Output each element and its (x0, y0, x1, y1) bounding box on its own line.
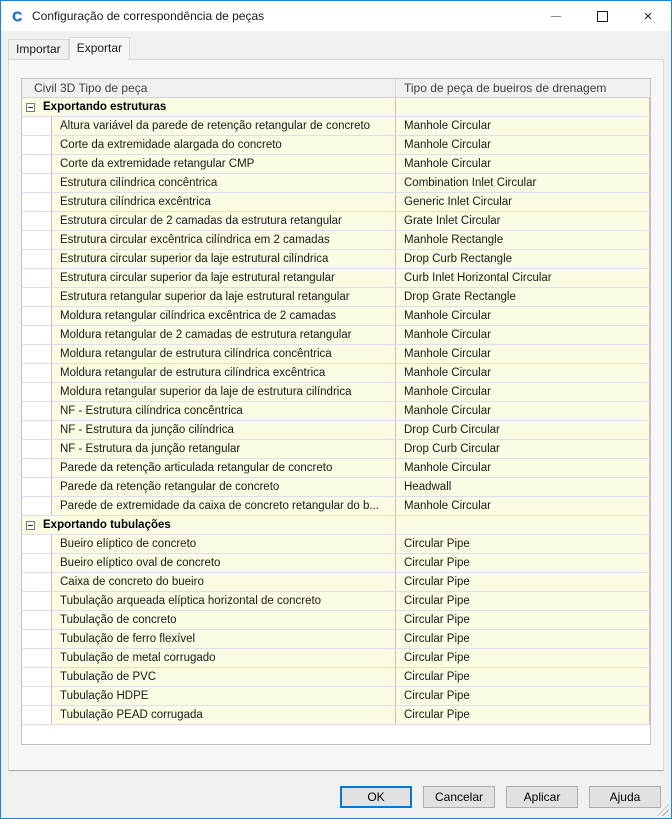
row-gutter (22, 440, 52, 458)
table-header (22, 79, 650, 98)
group-value-cell (395, 98, 650, 116)
part-name-cell[interactable]: Bueiro elíptico oval de concreto (60, 557, 221, 569)
row-gutter (22, 383, 52, 401)
part-name-cell[interactable]: Tubulação HDPE (60, 690, 149, 702)
part-value-cell[interactable]: Drop Curb Rectangle (395, 250, 650, 268)
group-label: Exportando estruturas (43, 101, 167, 113)
tab-strip (1, 37, 671, 59)
row-gutter (22, 459, 52, 477)
maximize-icon (597, 11, 608, 22)
table-row[interactable] (22, 440, 650, 459)
row-gutter (22, 288, 52, 306)
part-value-cell[interactable]: Headwall (395, 478, 650, 496)
table-row[interactable] (22, 193, 650, 212)
part-value-cell[interactable]: Manhole Circular (395, 345, 650, 363)
tab-exportar[interactable]: Exportar (69, 37, 130, 60)
row-gutter (22, 269, 52, 287)
part-name-cell[interactable]: Parede de extremidade da caixa de concreto retangular do b... (60, 500, 380, 512)
row-gutter (22, 402, 52, 420)
row-gutter (22, 250, 52, 268)
minimize-icon (551, 16, 561, 17)
group-row[interactable] (22, 516, 650, 535)
table-row[interactable] (22, 421, 650, 440)
part-value-cell[interactable]: Manhole Circular (395, 402, 650, 420)
table-row[interactable] (22, 687, 650, 706)
row-gutter (22, 478, 52, 496)
table-row[interactable] (22, 611, 650, 630)
part-value-cell[interactable]: Circular Pipe (395, 649, 650, 667)
part-value-cell[interactable]: Manhole Circular (395, 383, 650, 401)
close-button[interactable] (625, 1, 671, 31)
row-gutter (22, 326, 52, 344)
part-value-cell[interactable]: Circular Pipe (395, 535, 650, 553)
part-name-cell[interactable]: NF - Estrutura da junção cilíndrica (60, 424, 234, 436)
table-row[interactable] (22, 383, 650, 402)
part-name-cell[interactable]: Moldura retangular de estrutura cilíndrica excêntrica (60, 367, 326, 379)
part-value-cell[interactable]: Grate Inlet Circular (395, 212, 650, 230)
part-name-cell[interactable]: Tubulação de ferro flexível (60, 633, 196, 645)
table-row[interactable] (22, 459, 650, 478)
part-value-cell[interactable]: Circular Pipe (395, 573, 650, 591)
part-name-cell[interactable]: NF - Estrutura da junção retangular (60, 443, 241, 455)
cancel-button[interactable]: Cancelar (423, 786, 495, 808)
part-name-cell[interactable]: Moldura retangular de 2 camadas de estrutura retangular (60, 329, 352, 341)
row-gutter (22, 307, 52, 325)
table-row[interactable] (22, 592, 650, 611)
column-header-drainage[interactable]: Tipo de peça de bueiros de drenagem (395, 79, 650, 97)
part-value-cell[interactable]: Generic Inlet Circular (395, 193, 650, 211)
part-value-cell[interactable]: Circular Pipe (395, 592, 650, 610)
row-gutter (22, 345, 52, 363)
table-row[interactable] (22, 174, 650, 193)
table-row[interactable] (22, 706, 650, 725)
part-name-cell[interactable]: Corte da extremidade alargada do concreto (60, 139, 282, 151)
row-gutter (22, 687, 52, 705)
part-value-cell[interactable]: Manhole Circular (395, 307, 650, 325)
part-value-cell[interactable]: Circular Pipe (395, 611, 650, 629)
row-gutter (22, 554, 52, 572)
table-row[interactable] (22, 326, 650, 345)
part-name-cell[interactable]: Parede da retenção retangular de concreto (60, 481, 280, 493)
part-name-cell[interactable]: Moldura retangular superior da laje de estrutura cilíndrica (60, 386, 352, 398)
window-title: Configuração de correspondência de peças (32, 9, 265, 23)
column-header-civil3d[interactable]: Civil 3D Tipo de peça (34, 81, 148, 95)
part-value-cell[interactable]: Circular Pipe (395, 630, 650, 648)
collapse-icon[interactable] (26, 103, 35, 112)
help-button[interactable]: Ajuda (589, 786, 661, 808)
minimize-button[interactable] (533, 1, 579, 31)
mapping-table (21, 78, 651, 745)
table-row[interactable] (22, 364, 650, 383)
row-gutter (22, 212, 52, 230)
row-gutter (22, 231, 52, 249)
tab-page-exportar (8, 59, 664, 771)
table-row[interactable] (22, 307, 650, 326)
part-name-cell[interactable]: Estrutura cilíndrica excêntrica (60, 196, 211, 208)
table-row[interactable] (22, 117, 650, 136)
group-value-cell (395, 516, 650, 534)
table-row[interactable] (22, 630, 650, 649)
part-name-cell[interactable]: Tubulação de concreto (60, 614, 177, 626)
part-value-cell[interactable]: Manhole Circular (395, 326, 650, 344)
window-controls (533, 1, 671, 31)
row-gutter (22, 497, 52, 515)
part-value-cell[interactable]: Manhole Circular (395, 136, 650, 154)
row-gutter (22, 668, 52, 686)
maximize-button[interactable] (579, 1, 625, 31)
part-value-cell[interactable]: Manhole Circular (395, 155, 650, 173)
row-gutter (22, 706, 52, 724)
part-value-cell[interactable]: Circular Pipe (395, 706, 650, 724)
table-body (22, 98, 650, 725)
row-gutter (22, 155, 52, 173)
part-name-cell[interactable]: Moldura retangular de estrutura cilíndrica concêntrica (60, 348, 332, 360)
row-gutter (22, 535, 52, 553)
app-icon: C (11, 8, 23, 24)
table-row[interactable] (22, 269, 650, 288)
part-name-cell[interactable]: Altura variável da parede de retenção retangular de concreto (60, 120, 371, 132)
row-gutter (22, 611, 52, 629)
apply-button[interactable]: Aplicar (506, 786, 578, 808)
table-row[interactable] (22, 345, 650, 364)
part-name-cell[interactable]: Tubulação arqueada elíptica horizontal de concreto (60, 595, 322, 607)
tab-importar[interactable]: Importar (8, 39, 69, 59)
part-name-cell[interactable]: Estrutura circular excêntrica cilíndrica em 2 camadas (60, 234, 330, 246)
table-row[interactable] (22, 288, 650, 307)
part-value-cell[interactable]: Drop Curb Circular (395, 440, 650, 458)
part-value-cell[interactable]: Drop Grate Rectangle (395, 288, 650, 306)
row-gutter (22, 421, 52, 439)
table-row[interactable] (22, 212, 650, 231)
table-row[interactable] (22, 573, 650, 592)
part-value-cell[interactable]: Manhole Circular (395, 117, 650, 135)
part-name-cell[interactable]: Estrutura retangular superior da laje estrutural retangular (60, 291, 350, 303)
row-gutter (22, 573, 52, 591)
part-value-cell[interactable]: Manhole Circular (395, 497, 650, 515)
button-bar (1, 771, 671, 818)
part-name-cell[interactable]: Estrutura cilíndrica concêntrica (60, 177, 218, 189)
part-name-cell[interactable]: Caixa de concreto do bueiro (60, 576, 204, 588)
part-name-cell[interactable]: Estrutura circular superior da laje estrutural retangular (60, 272, 335, 284)
row-gutter (22, 117, 52, 135)
table-row[interactable] (22, 535, 650, 554)
table-row[interactable] (22, 402, 650, 421)
row-gutter (22, 193, 52, 211)
collapse-icon[interactable] (26, 521, 35, 530)
group-label: Exportando tubulações (43, 519, 171, 531)
part-value-cell[interactable]: Combination Inlet Circular (395, 174, 650, 192)
table-row[interactable] (22, 231, 650, 250)
part-value-cell[interactable]: Circular Pipe (395, 554, 650, 572)
group-cell (22, 516, 395, 534)
row-gutter (22, 630, 52, 648)
group-row[interactable] (22, 98, 650, 117)
part-value-cell[interactable]: Manhole Rectangle (395, 231, 650, 249)
part-name-cell[interactable]: NF - Estrutura cilíndrica concêntrica (60, 405, 243, 417)
part-name-cell[interactable]: Tubulação de metal corrugado (60, 652, 216, 664)
part-value-cell[interactable]: Drop Curb Circular (395, 421, 650, 439)
table-row[interactable] (22, 497, 650, 516)
part-name-cell[interactable]: Bueiro elíptico de concreto (60, 538, 197, 550)
table-row[interactable] (22, 554, 650, 573)
row-gutter (22, 364, 52, 382)
group-cell (22, 98, 395, 116)
part-value-cell[interactable]: Circular Pipe (395, 687, 650, 705)
part-value-cell[interactable]: Manhole Circular (395, 459, 650, 477)
part-name-cell[interactable]: Moldura retangular cilíndrica excêntrica de 2 camadas (60, 310, 337, 322)
row-gutter (22, 136, 52, 154)
part-name-cell[interactable]: Estrutura circular de 2 camadas da estrutura retangular (60, 215, 342, 227)
part-name-cell[interactable]: Parede da retenção articulada retangular de concreto (60, 462, 333, 474)
row-gutter (22, 592, 52, 610)
table-row[interactable] (22, 155, 650, 174)
table-row[interactable] (22, 250, 650, 269)
part-value-cell[interactable]: Circular Pipe (395, 668, 650, 686)
row-gutter (22, 649, 52, 667)
title-bar (1, 1, 671, 31)
part-name-cell[interactable]: Estrutura circular superior da laje estrutural cilíndrica (60, 253, 329, 265)
table-row[interactable] (22, 478, 650, 497)
table-row[interactable] (22, 649, 650, 668)
table-row[interactable] (22, 668, 650, 687)
part-name-cell[interactable]: Tubulação PEAD corrugada (60, 709, 203, 721)
part-value-cell[interactable]: Manhole Circular (395, 364, 650, 382)
part-value-cell[interactable]: Curb Inlet Horizontal Circular (395, 269, 650, 287)
row-gutter (22, 174, 52, 192)
close-icon: × (643, 7, 653, 25)
ok-button[interactable]: OK (340, 786, 412, 808)
table-row[interactable] (22, 136, 650, 155)
part-name-cell[interactable]: Tubulação de PVC (60, 671, 157, 683)
part-name-cell[interactable]: Corte da extremidade retangular CMP (60, 158, 255, 170)
